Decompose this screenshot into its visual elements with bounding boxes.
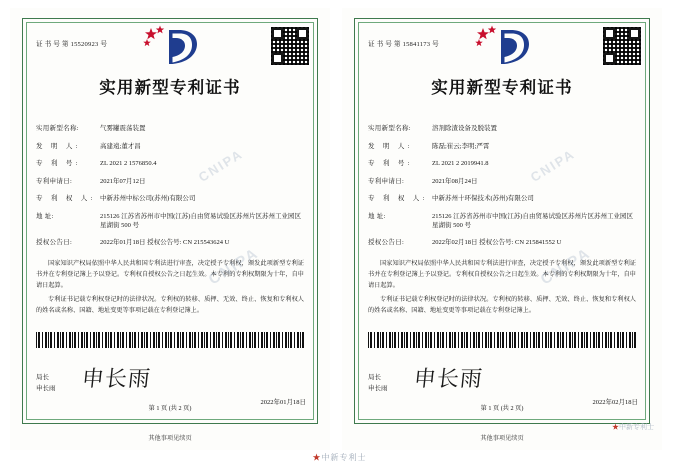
- footnote: 其他事项见续页: [148, 435, 192, 442]
- watermark: CNIPA: [195, 146, 246, 185]
- field-label: 发 明 人:: [368, 142, 413, 150]
- field-row: [36, 124, 304, 134]
- qr-code: [602, 26, 642, 66]
- field-row: [36, 159, 304, 169]
- field-value: 溶剂除渣设备及脱装置: [432, 125, 497, 132]
- field-label: 专利申请日:: [36, 177, 73, 185]
- legal-paragraph: 专利证书记载专利权登记时的法律状况。专利权的转移、质押、无效、终止、恢复和专利权人的姓名或名称、国籍、地址变更等事项记载在专利登记簿上。: [36, 296, 304, 314]
- signer-title-line1: 局长: [36, 374, 49, 381]
- page-watermark: [0, 452, 679, 463]
- signature-block: [362, 360, 642, 406]
- field-value: ZL 2021 2 1576850.4: [100, 160, 157, 167]
- field-label: 专 利 号:: [36, 160, 81, 167]
- signer-title: [36, 372, 56, 394]
- page-watermark-label: 中新专利士: [321, 453, 367, 462]
- field-value: 高建遠;董才昌: [100, 142, 141, 150]
- certificate-number: 证 书 号 第 15841173 号: [368, 41, 439, 48]
- star-icon: ★: [312, 453, 322, 462]
- field-label: 专 利 号:: [368, 160, 413, 167]
- page-number: 第 1 页 (共 2 页): [148, 405, 192, 412]
- page-number: 第 1 页 (共 2 页): [480, 405, 524, 412]
- certificate-header: [30, 24, 310, 70]
- field-value: 陈磊;崔云;李明;严霄: [432, 142, 490, 150]
- certificate-card: [10, 8, 330, 450]
- signer-title: [368, 372, 388, 394]
- footnote: 其他事项见续页: [480, 435, 524, 442]
- field-label: 授权公告日:: [36, 239, 73, 246]
- signer-title-line2: 申长雨: [368, 385, 388, 392]
- field-row: [36, 142, 304, 152]
- field-value: 中新苏州中标公司(苏州)有限公司: [100, 195, 196, 202]
- field-row: [368, 159, 636, 169]
- cnipa-logo-icon: [471, 24, 533, 68]
- issue-date: 2022年01月18日: [260, 399, 306, 406]
- certificate-content: [362, 24, 642, 418]
- field-label: 地 址:: [368, 212, 386, 220]
- certificate-legal-text: [30, 258, 310, 316]
- certificate-number: 证 书 号 第 15520923 号: [36, 41, 108, 48]
- signature-block: [30, 360, 310, 406]
- field-row: [36, 177, 304, 187]
- field-row: [36, 238, 304, 248]
- field-value: 2021年07月12日: [100, 177, 146, 185]
- certificate-header: [362, 24, 642, 70]
- field-row: [36, 212, 304, 231]
- field-label: 专 利 权 人:: [36, 195, 96, 202]
- certificate-fields: [362, 124, 642, 248]
- field-value: ZL 2021 2 2019941.8: [432, 160, 489, 167]
- qr-code: [270, 26, 310, 66]
- field-row: [368, 177, 636, 187]
- field-value: 中新苏州十环保技术(苏州)有限公司: [432, 195, 534, 202]
- certificate-title: 实用新型专利证书: [99, 78, 241, 97]
- field-row: [368, 124, 636, 134]
- field-label: 发 明 人:: [36, 142, 81, 150]
- signature-script: 申长雨: [412, 367, 485, 392]
- field-value: 气雾罐震荡装置: [100, 125, 146, 132]
- field-label: 实用新型名称:: [36, 125, 79, 132]
- field-value: 215126 江苏省苏州市中国(江苏)自由贸易试验区苏州片区苏州工业园区星湖街 500 号: [432, 212, 633, 229]
- field-label: 实用新型名称:: [368, 125, 411, 132]
- signature-script: 申长雨: [80, 367, 153, 392]
- barcode: [368, 332, 636, 348]
- signer-title-line2: 申长雨: [36, 385, 56, 392]
- field-value: 2022年02月18日 授权公告号: CN 215841552 U: [432, 239, 562, 246]
- field-label: 授权公告日:: [368, 239, 405, 246]
- certificate-legal-text: [362, 258, 642, 316]
- field-row: [368, 238, 636, 248]
- cnipa-logo-icon: [139, 24, 201, 68]
- field-row: [368, 142, 636, 152]
- field-row: [36, 194, 304, 204]
- corner-watermark: [612, 422, 654, 432]
- issue-date: 2022年02月18日: [592, 399, 638, 406]
- legal-paragraph: 国家知识产权局依照中华人民共和国专利法进行审查，决定授予专利权，颁发此项新型专利证书并在专利登记簿上予以登记。专利权自授权公告之日起生效。本专利的专利权期限为十年，自申请日起算。: [368, 260, 636, 289]
- corner-watermark-label: 中新专利士: [619, 424, 654, 431]
- watermark: CNIPA: [205, 244, 262, 289]
- barcode: [36, 332, 304, 348]
- field-label: 专 利 权 人:: [368, 195, 428, 202]
- certificate-title: 实用新型专利证书: [431, 78, 573, 97]
- signer-title-line1: 局长: [368, 374, 381, 381]
- certificate-fields: [30, 124, 310, 248]
- field-row: [368, 194, 636, 204]
- legal-paragraph: 国家知识产权局依照中华人民共和国专利法进行审查，决定授予专利权，颁发此项新型专利证书并在专利登记簿上予以登记。专利权自授权公告之日起生效。本专利的专利权期限为十年，自申请日起算。: [36, 260, 304, 289]
- field-row: [368, 212, 636, 231]
- watermark: CNIPA: [527, 146, 578, 185]
- field-label: 地 址:: [36, 212, 54, 220]
- field-value: 215126 江苏省苏州市中国(江苏)自由贸易试验区苏州片区苏州工业园区星湖街 500 号: [100, 212, 301, 229]
- certificate-content: [30, 24, 310, 418]
- star-icon: ★: [612, 424, 619, 431]
- field-value: 2021年08月24日: [432, 177, 478, 185]
- legal-paragraph: 专利证书记载专利权登记时的法律状况。专利权的转移、质押、无效、终止、恢复和专利权人的姓名或名称、国籍、地址变更等事项记载在专利登记簿上。: [368, 296, 636, 314]
- certificate-card: [342, 8, 662, 450]
- field-label: 专利申请日:: [368, 177, 405, 185]
- watermark: CNIPA: [537, 244, 594, 289]
- field-value: 2022年01月18日 授权公告号: CN 215543624 U: [100, 239, 230, 246]
